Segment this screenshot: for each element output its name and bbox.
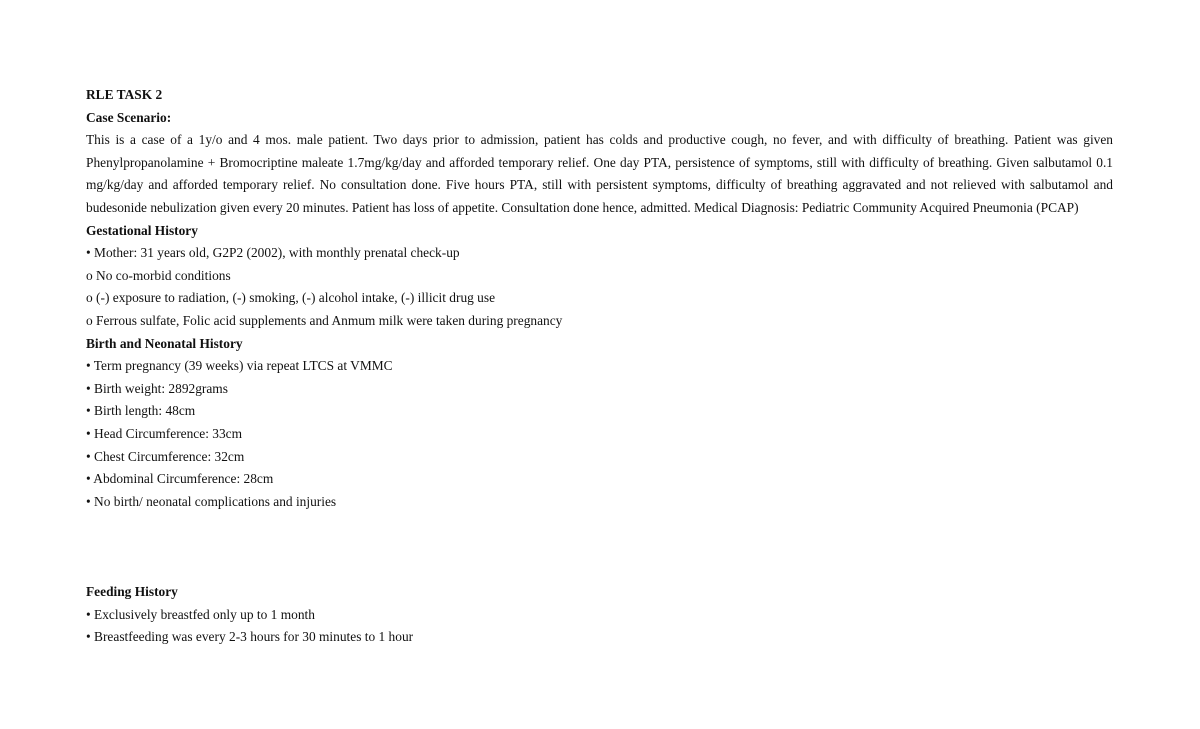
list-item: • Breastfeeding was every 2-3 hours for 30 minutes to 1 hour [86,629,414,645]
list-item: • Birth length: 48cm [86,403,196,419]
case-scenario-paragraph: This is a case of a 1y/o and 4 mos. male patient. Two days prior to admission, patient has colds and productive cough, no fever, and with difficulty of breathing. Patient was given Phenylpropanolamine + Bromocriptine maleate 1.7mg/kg/day and afforded temporary relief. One day PTA, persistence of symptoms, still with difficulty of breathing. Given salbutamol 0.1 mg/kg/day and afforded temporary relief. No consultation done. Five hours PTA, still with persistent symptoms, difficulty of breathing aggravated and not relieved with salbutamol and budesonide nebulization given every 20 minutes. Patient has loss of appetite. Consultation done hence, admitted. Medical Diagnosis: Pediatric Community Acquired Pneumonia (PCAP) [86,132,1113,215]
list-item: • Birth weight: 2892grams [86,380,228,396]
list-item: • Head Circumference: 33cm [86,425,243,441]
list-item: • Term pregnancy (39 weeks) via repeat LTCS at VMMC [86,358,393,374]
list-item: o No co-morbid conditions [86,267,231,283]
document-title: RLE TASK 2 [86,87,163,102]
list-item: o Ferrous sulfate, Folic acid supplements and Anmum milk were taken during pregnancy [86,312,563,328]
gestational-history-heading: Gestational History [86,222,198,238]
document-page [86,84,1113,649]
list-item: • Mother: 31 years old, G2P2 (2002), with monthly prenatal check-up [86,245,460,261]
feeding-history-heading: Feeding History [86,584,178,600]
case-scenario-heading: Case Scenario: [86,109,172,125]
list-item: • Exclusively breastfed only up to 1 month [86,606,315,622]
list-item: o (-) exposure to radiation, (-) smoking, (-) alcohol intake, (-) illicit drug use [86,290,496,306]
list-item: • Chest Circumference: 32cm [86,448,245,464]
birth-neonatal-history-heading: Birth and Neonatal History [86,335,243,351]
section-spacer [86,513,1113,581]
list-item: • Abdominal Circumference: 28cm [86,471,274,487]
list-item: • No birth/ neonatal complications and injuries [86,493,337,509]
